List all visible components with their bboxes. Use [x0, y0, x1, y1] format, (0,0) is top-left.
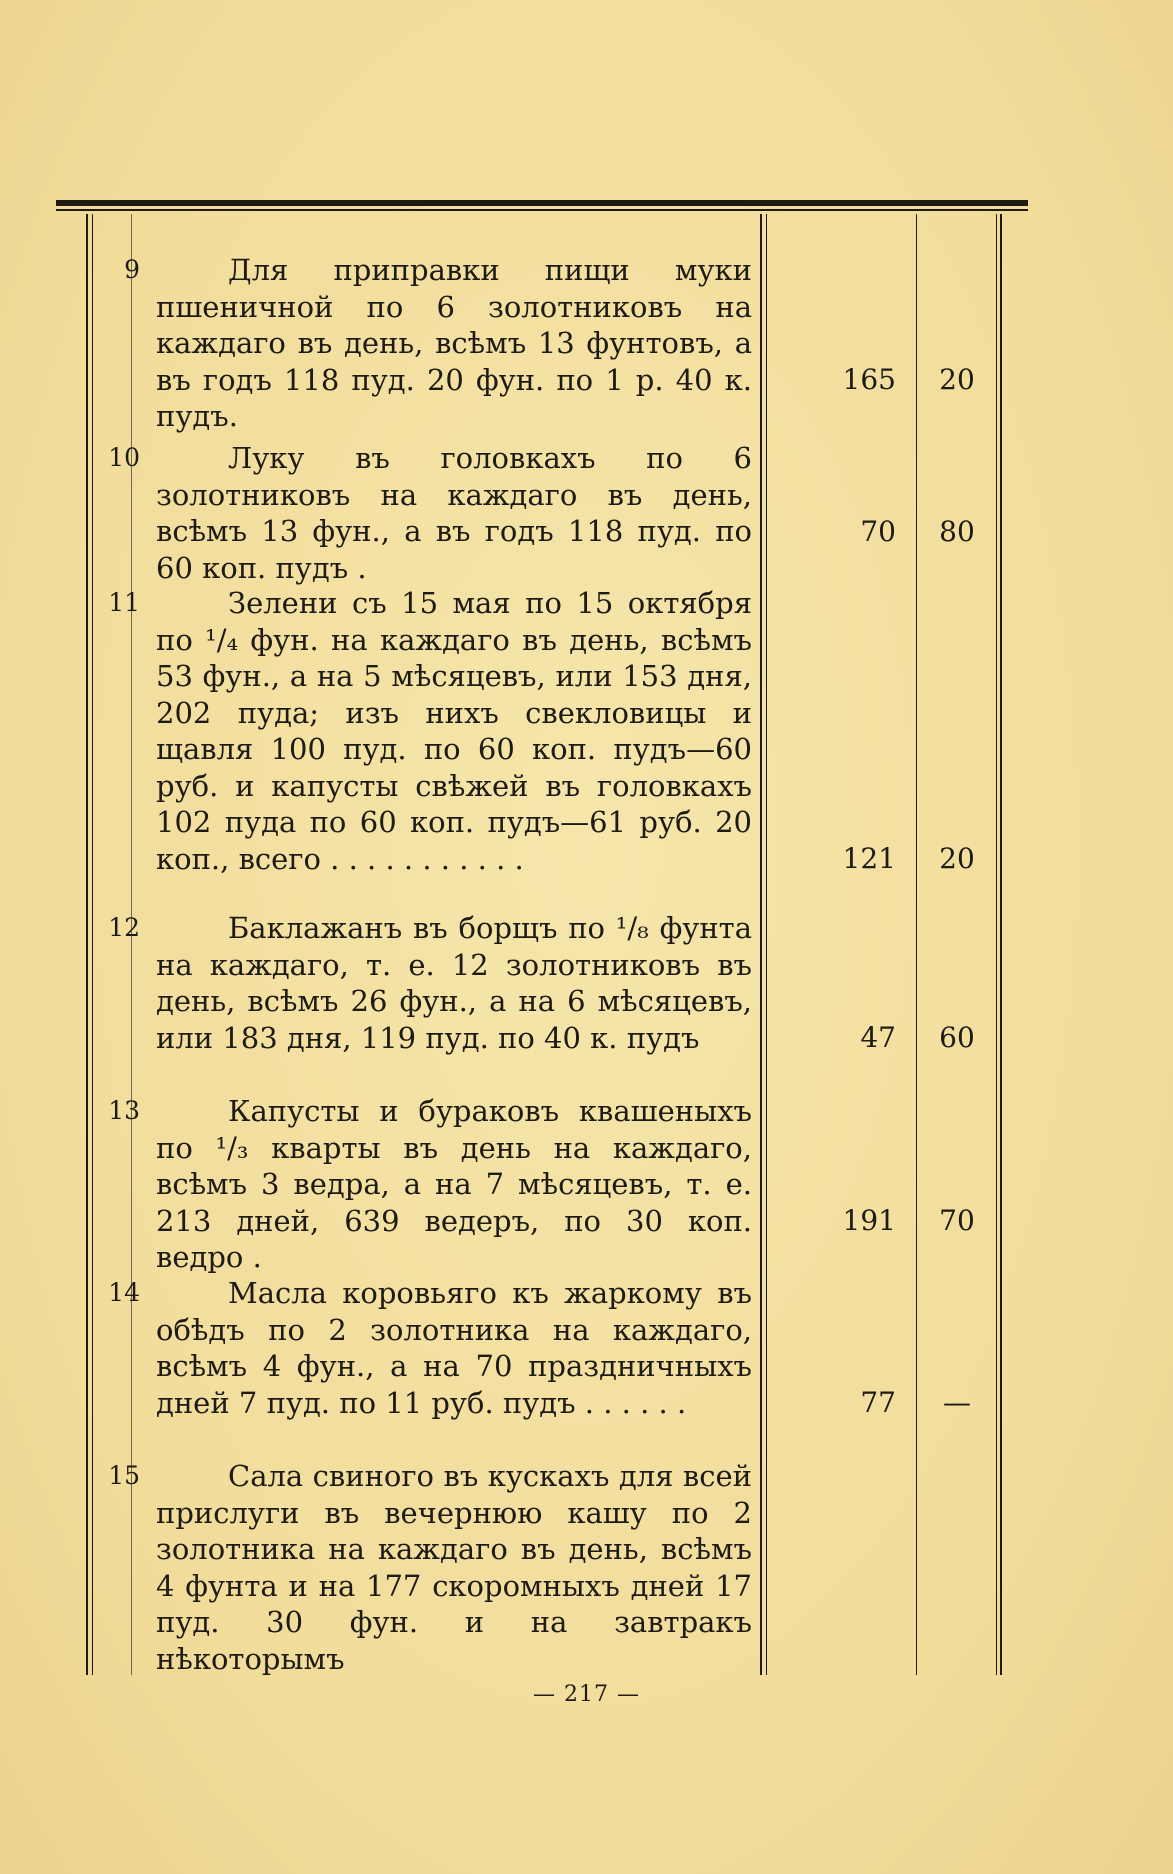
top-rule-thin [56, 209, 1028, 211]
amount-rubles: 121 [842, 842, 896, 875]
page-number: — 217 — [533, 1682, 640, 1707]
amount-rubles: 70 [860, 515, 896, 548]
item-description: Луку въ головкахъ по 6 золотниковъ на каждаго въ день, всѣмъ 13 фун., а въ годъ 118 пуд. по 60 коп. пудъ . [156, 441, 752, 585]
item-number: 15 [108, 1461, 140, 1490]
amount-rubles: 77 [860, 1386, 896, 1419]
table-row [56, 585, 1028, 876]
amount-kopecks: 60 [939, 1021, 975, 1054]
item-number: 12 [108, 913, 140, 942]
item-number: 11 [108, 588, 140, 617]
item-description: Сала свиного въ кускахъ для всей прислуги въ вечернюю кашу по 2 золотника на каждаго въ день, всѣмъ 4 фунта и на 177 скоромныхъ дней 17 пуд. 30 фун. и на завтракъ нѣкоторымъ [156, 1459, 752, 1676]
amount-kopecks: 20 [939, 363, 975, 396]
item-number: 13 [108, 1096, 140, 1125]
item-description: Капусты и бураковъ квашеныхъ по ¹/₃ кварты въ день на каждаго, всѣмъ 3 ведра, а на 7 мѣсяцевъ, т. е. 213 дней, 639 ведеръ, по 30 коп. ведро . [156, 1094, 752, 1274]
amount-kopecks: — [943, 1386, 971, 1419]
top-rule [56, 200, 1028, 206]
item-number: 10 [108, 443, 140, 472]
item-number: 14 [108, 1278, 140, 1307]
item-description: Зелени съ 15 мая по 15 октября по ¹/₄ фун. на каждаго въ день, всѣмъ 53 фун., а на 5 мѣсяцевъ, или 153 дня, 202 пуда; изъ нихъ свекловицы и щавля 100 пуд. по 60 коп. пудъ—60 руб. и капусты свѣжей въ головкахъ 102 пуда по 60 коп. пудъ—61 руб. 20 коп., всего . . . . . . . . . . . [156, 586, 752, 876]
item-description: Баклажанъ въ борщъ по ¹/₈ фунта на каждаго, т. е. 12 золотниковъ въ день, всѣмъ 26 фун., а на 6 мѣсяцевъ, или 183 дня, 119 пуд. по 40 к. пудъ [156, 911, 752, 1055]
amount-kopecks: 70 [939, 1204, 975, 1237]
table-row [56, 1093, 1028, 1274]
table-row [56, 1458, 1028, 1676]
item-description: Для приправки пищи муки пшеничной по 6 золотниковъ на каждаго въ день, всѣмъ 13 фунтовъ, а въ годъ 118 пуд. 20 фун. по 1 р. 40 к. пудъ. [156, 253, 752, 433]
table-row [56, 252, 1028, 433]
expense-table [56, 200, 1028, 1675]
amount-rubles: 165 [842, 363, 896, 396]
amount-rubles: 191 [842, 1204, 896, 1237]
amount-kopecks: 80 [939, 515, 975, 548]
amount-kopecks: 20 [939, 842, 975, 875]
table-row [56, 910, 1028, 1060]
item-number: 9 [124, 255, 140, 284]
table-row [56, 1275, 1028, 1425]
table-row [56, 440, 1028, 585]
item-description: Масла коровьяго къ жаркому въ обѣдъ по 2 золотника на каждаго, всѣмъ 4 фун., а на 70 праздничныхъ дней 7 пуд. по 11 руб. пудъ . . . . . . [156, 1276, 752, 1420]
amount-rubles: 47 [860, 1021, 896, 1054]
